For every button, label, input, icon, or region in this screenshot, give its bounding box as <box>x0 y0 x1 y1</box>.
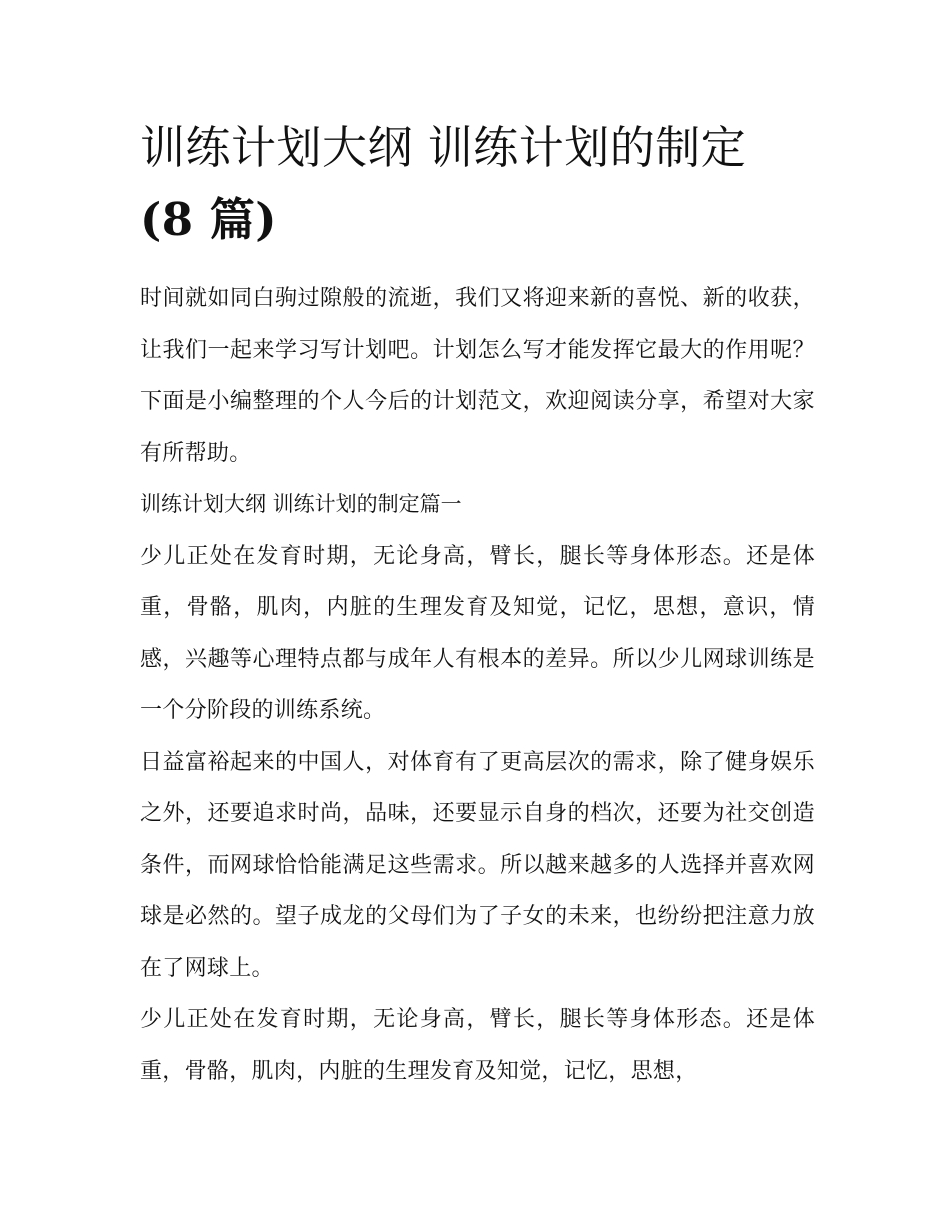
section-heading: 训练计划大纲 训练计划的制定篇一 <box>140 492 462 516</box>
body-paragraph-2: 日益富裕起来的中国人，对体育有了更高层次的需求，除了健身娱乐之外，还要追求时尚，品味，还要显示自身的档次，还要为社交创造条件，而网球恰恰能满足这些需求。所以越来越多的人选择并喜欢网球是必然的。望子成龙的父母们为了子女的未来，也纷纷把注意力放在了网球上。 <box>140 749 815 981</box>
body-paragraph-3: 少儿正处在发育时期，无论身高，臂长，腿长等身体形态。还是体重，骨骼，肌肉，内脏的生理发育及知觉，记忆，思想， <box>140 1007 815 1084</box>
title-line-2: (8 篇) <box>140 193 278 246</box>
document-title <box>140 112 815 256</box>
body-paragraph-1: 少儿正处在发育时期，无论身高，臂长，腿长等身体形态。还是体重，骨骼，肌肉，内脏的生理发育及知觉，记忆，思想，意识，情感，兴趣等心理特点都与成年人有根本的差异。所以少儿网球训练是一个分阶段的训练系统。 <box>140 543 815 723</box>
document-page <box>140 112 815 1097</box>
intro-paragraph: 时间就如同白驹过隙般的流逝，我们又将迎来新的喜悦、新的收获，让我们一起来学习写计划吧。计划怎么写才能发挥它最大的作用呢？下面是小编整理的个人今后的计划范文，欢迎阅读分享，希望对大家有所帮助。 <box>140 286 815 466</box>
title-line-1: 训练计划大纲 训练计划的制定 <box>140 121 747 174</box>
